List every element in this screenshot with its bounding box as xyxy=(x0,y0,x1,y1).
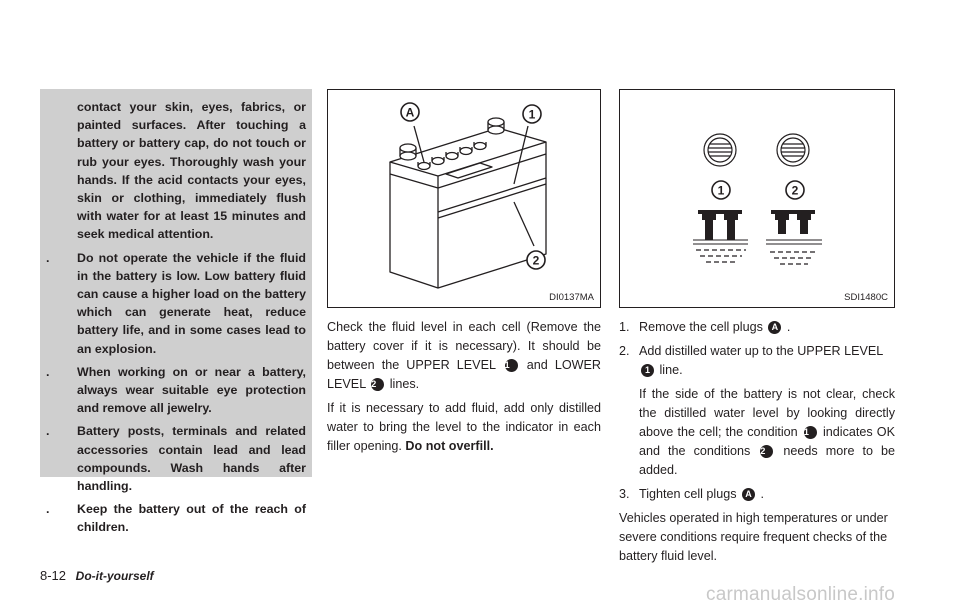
text-run: . xyxy=(760,487,765,501)
text-run: lines. xyxy=(389,377,420,391)
filler-tube xyxy=(797,214,811,234)
watermark-text: carmanualsonline.info xyxy=(706,584,896,605)
level-callout-1-label: 1 xyxy=(717,183,725,198)
step-number: 2. xyxy=(619,344,630,358)
callout-2 xyxy=(527,251,545,269)
cell-plug xyxy=(474,143,486,150)
text-run: If the side of the battery is not clear, check the distilled water level by looking directly above the cell; the condition xyxy=(639,387,895,439)
warning-list-item xyxy=(44,500,306,536)
text-run: . xyxy=(786,320,791,334)
bold-warning-text: Do not overfill. xyxy=(405,439,494,453)
bullet: . xyxy=(46,364,50,379)
page-number: 8-12 xyxy=(40,568,67,583)
cell-plug xyxy=(418,163,430,170)
level-callout-1 xyxy=(712,181,730,199)
step-item xyxy=(619,342,895,380)
marker-1-icon: 1 xyxy=(505,359,518,372)
filler-tube xyxy=(775,214,789,234)
filler-tube xyxy=(702,214,716,240)
text-run: indicates OK and the conditions xyxy=(639,425,896,458)
callout-1-label: 1 xyxy=(528,107,536,122)
cell-plug xyxy=(446,153,458,160)
page-footer xyxy=(40,568,154,583)
level-callout-2-label: 2 xyxy=(791,183,799,198)
text-run: Remove the cell plugs xyxy=(639,320,763,334)
text-run: Check the fluid level in each cell (Remove the battery cover if it is necessary). It should be between the UPPER LEVEL xyxy=(327,320,601,372)
step-item xyxy=(619,318,895,337)
step-text xyxy=(639,318,895,337)
cell-plug xyxy=(460,148,472,155)
cell-plug xyxy=(432,158,444,165)
leader-line-2 xyxy=(514,202,534,246)
figure-code: SDI1480C xyxy=(844,292,888,303)
marker-a-icon: A xyxy=(742,488,755,501)
bullet: . xyxy=(46,250,50,265)
warning-list-item xyxy=(44,363,306,418)
warning-continued-text: contact your skin, eyes, fabrics, or painted surfaces. After touching a battery or battery cap, do not touch or rub your eyes. Thoroughly wash your hands. If the acid contacts your eyes, skin or clothing, immediately flush with water for at least 15 minutes and seek medical attention. xyxy=(77,100,306,242)
marker-1-icon: 1 xyxy=(804,426,817,439)
warning-list-item xyxy=(44,422,306,495)
text-run: Add distilled water up to the UPPER LEVEL xyxy=(639,344,884,358)
marker-1-icon: 1 xyxy=(641,364,654,377)
warning-item-text: When working on or near a battery, always wear suitable eye protection and remove all jewelry. xyxy=(77,364,306,416)
marker-2-icon: 2 xyxy=(371,378,384,391)
text-run: and LOWER LEVEL xyxy=(327,358,602,391)
bullet: . xyxy=(46,424,50,439)
callout-1 xyxy=(523,105,541,123)
fluid-add-steps xyxy=(619,318,895,571)
fluid-level-figure xyxy=(619,89,895,308)
section-title: Do-it-yourself xyxy=(75,569,154,583)
filler-tube xyxy=(724,214,738,240)
marker-a-icon: A xyxy=(768,321,781,334)
callout-a xyxy=(401,103,419,121)
marker-2-icon: 2 xyxy=(760,445,773,458)
warning-item-text: Do not operate the vehicle if the fluid in the battery is low. Low battery fluid can cause a higher load on the battery which can generate heat, reduce battery life, and in some cases lead to an explosion. xyxy=(77,250,306,356)
warning-text xyxy=(44,98,306,537)
figure-code: DI0137MA xyxy=(549,292,594,303)
warning-item-text: Keep the battery out of the reach of children. xyxy=(77,502,306,535)
step-number: 3. xyxy=(619,487,630,501)
step-text xyxy=(639,342,895,380)
cell-opening-top-view xyxy=(777,134,809,166)
fluid-check-text xyxy=(327,318,601,461)
callout-a-label: A xyxy=(405,105,415,120)
fluid-level-illustration xyxy=(620,90,894,307)
callout-2-label: 2 xyxy=(532,253,540,268)
step-item xyxy=(619,485,895,504)
battery-figure xyxy=(327,89,601,308)
step-number: 1. xyxy=(619,320,630,334)
text-run: If it is necessary to add fluid, add only distilled water to bring the level to the indicator in each filler opening. xyxy=(327,401,601,453)
level-callout-2 xyxy=(786,181,804,199)
paragraph xyxy=(327,318,601,394)
paragraph xyxy=(327,399,601,456)
text-run: line. xyxy=(659,363,683,377)
warning-item-text: Battery posts, terminals and related accessories contain lead and lead compounds. Wash hands after handling. xyxy=(77,424,306,494)
battery-illustration xyxy=(328,90,600,307)
warning-list-item xyxy=(44,249,306,358)
bullet: . xyxy=(46,502,50,517)
step-subparagraph xyxy=(639,385,895,480)
text-run: needs more to be added. xyxy=(639,444,896,477)
cell-opening-top-view xyxy=(704,134,736,166)
text-run: Tighten cell plugs xyxy=(639,487,737,501)
step-text xyxy=(639,485,895,504)
closing-paragraph: Vehicles operated in high temperatures or under severe conditions require frequent checks of the battery fluid level. xyxy=(619,511,888,563)
